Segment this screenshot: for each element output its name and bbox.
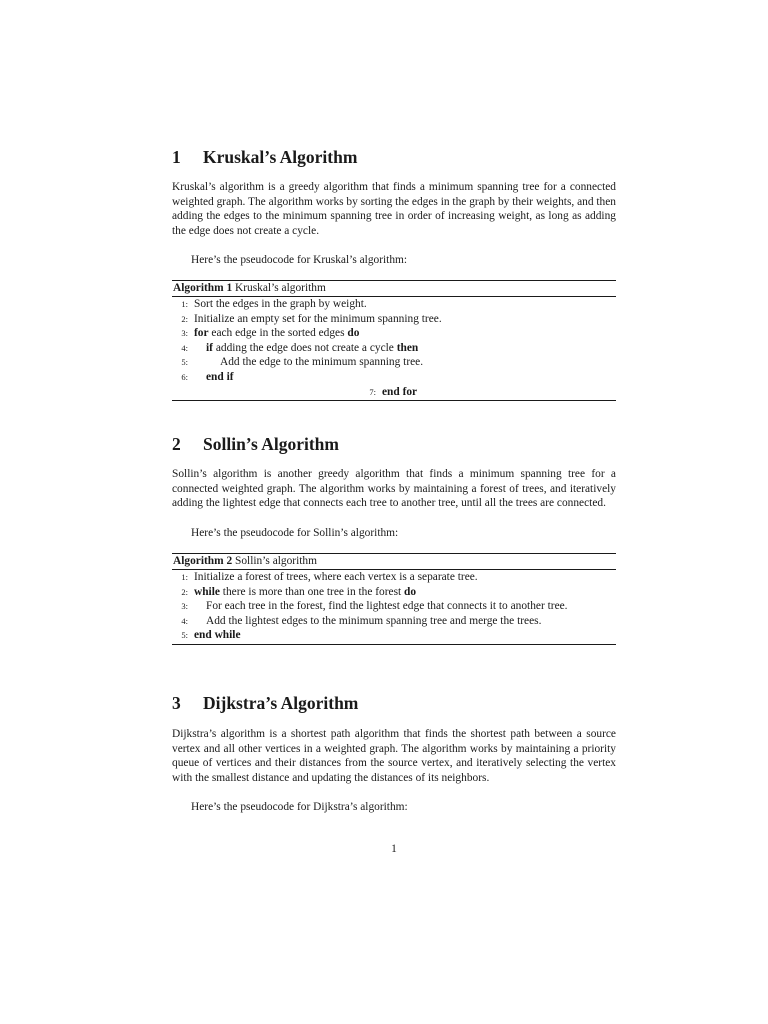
keyword: do <box>347 327 360 340</box>
keyword: then <box>396 341 419 354</box>
line-number: 2: <box>181 586 188 597</box>
keyword: while <box>194 585 220 598</box>
algorithm-2-label: Algorithm 2 <box>173 555 233 567</box>
line-text: For each tree in the forest, find the lightest edge that connects it to another tree. <box>206 600 568 613</box>
section-3-title-text: Dijkstra’s Algorithm <box>203 693 359 713</box>
paper-page <box>172 0 616 1024</box>
section-1-title <box>172 147 357 168</box>
line-number: 6: <box>181 371 188 382</box>
keyword: end if <box>206 370 234 383</box>
keyword: for <box>194 327 209 340</box>
section-1-lead: Here’s the pseudocode for Kruskal’s algorithm: <box>191 254 408 266</box>
keyword: end while <box>194 629 241 642</box>
section-2-title-text: Sollin’s Algorithm <box>203 434 339 454</box>
section-2-body: Sollin’s algorithm is another greedy algorithm that finds a minimum spanning tree for a connected weighted graph. The algorithm works by maintaining a forest of trees, and iteratively adding the lightest edge that connects each tree to another tree, until all the trees are connected. <box>172 468 616 510</box>
algorithm-2-line-2 <box>172 585 616 600</box>
line-text: each edge in the sorted edges <box>208 327 348 340</box>
line-number: 7: <box>369 386 376 397</box>
keyword: if <box>206 341 213 354</box>
algorithm-2-bottom-rule <box>172 644 616 645</box>
algorithm-2-line-1 <box>172 570 616 585</box>
algorithm-1-label: Algorithm 1 <box>173 282 233 294</box>
algorithm-2-caption <box>172 554 616 570</box>
algorithm-1-caption <box>172 281 616 297</box>
section-3-body: Dijkstra’s algorithm is a shortest path algorithm that finds the shortest path between a source vertex and all other vertices in a weighted graph. The algorithm works by maintaining a priority queue of vertices and their distances from the source vertex, and iteratively selecting the vertex with the smallest distance and updating the distances of its neighbors. <box>172 728 616 784</box>
algorithm-1-block <box>172 280 616 401</box>
section-2-lead: Here’s the pseudocode for Sollin’s algorithm: <box>191 527 399 539</box>
line-number: 1: <box>181 299 188 309</box>
section-1-title-text: Kruskal’s Algorithm <box>203 147 358 167</box>
algorithm-2-block <box>172 553 616 645</box>
line-text: Initialize a forest of trees, where each vertex is a separate tree. <box>194 571 478 583</box>
line-number: 3: <box>181 601 188 612</box>
section-2-number: 2 <box>172 434 181 454</box>
algorithm-1-line-6 <box>172 370 616 385</box>
line-number: 2: <box>181 313 188 324</box>
line-text: Sort the edges in the graph by weight. <box>194 298 367 310</box>
line-number: 4: <box>181 615 188 626</box>
algorithm-1-line-5 <box>172 355 616 370</box>
keyword: end for <box>382 385 418 398</box>
section-3-lead: Here’s the pseudocode for Dijkstra’s algorithm: <box>191 801 408 813</box>
algorithm-2-line-4 <box>172 614 616 629</box>
algorithm-1-bottom-rule <box>172 400 616 401</box>
page-number: 1 <box>391 843 397 855</box>
section-2-title <box>172 434 339 455</box>
algorithm-1-line-4 <box>172 341 616 356</box>
section-3-number: 3 <box>172 693 181 713</box>
section-3-title <box>172 693 358 714</box>
line-number: 3: <box>181 328 188 339</box>
line-text: Initialize an empty set for the minimum spanning tree. <box>194 312 442 325</box>
line-text: there is more than one tree in the forest <box>219 585 405 598</box>
algorithm-1-line-3 <box>172 326 616 341</box>
keyword: do <box>404 585 417 598</box>
line-text: Add the lightest edges to the minimum spanning tree and merge the trees. <box>206 614 542 627</box>
algorithm-1-caption-text: Kruskal’s algorithm <box>235 282 326 294</box>
line-number: 4: <box>181 342 188 353</box>
section-1-number: 1 <box>172 147 181 167</box>
algorithm-1-line-1 <box>172 297 616 312</box>
line-number: 5: <box>181 630 188 641</box>
line-number: 1: <box>181 572 188 582</box>
algorithm-2-caption-text: Sollin’s algorithm <box>235 555 317 567</box>
algorithm-2-line-3 <box>172 599 616 614</box>
section-1-body: Kruskal’s algorithm is a greedy algorithm that finds a minimum spanning tree for a connected weighted graph. The algorithm works by sorting the edges in the graph by their weights, and then adding the edges to the minimum spanning tree in order of increasing weight, as long as adding the edge does not create a cycle. <box>172 181 616 237</box>
algorithm-2-line-5 <box>172 628 616 643</box>
line-text: Add the edge to the minimum spanning tree. <box>220 356 424 369</box>
algorithm-1-line-2 <box>172 312 616 327</box>
algorithm-1-line-7 <box>172 385 616 400</box>
line-text: adding the edge does not create a cycle <box>212 341 397 354</box>
line-number: 5: <box>181 357 188 368</box>
